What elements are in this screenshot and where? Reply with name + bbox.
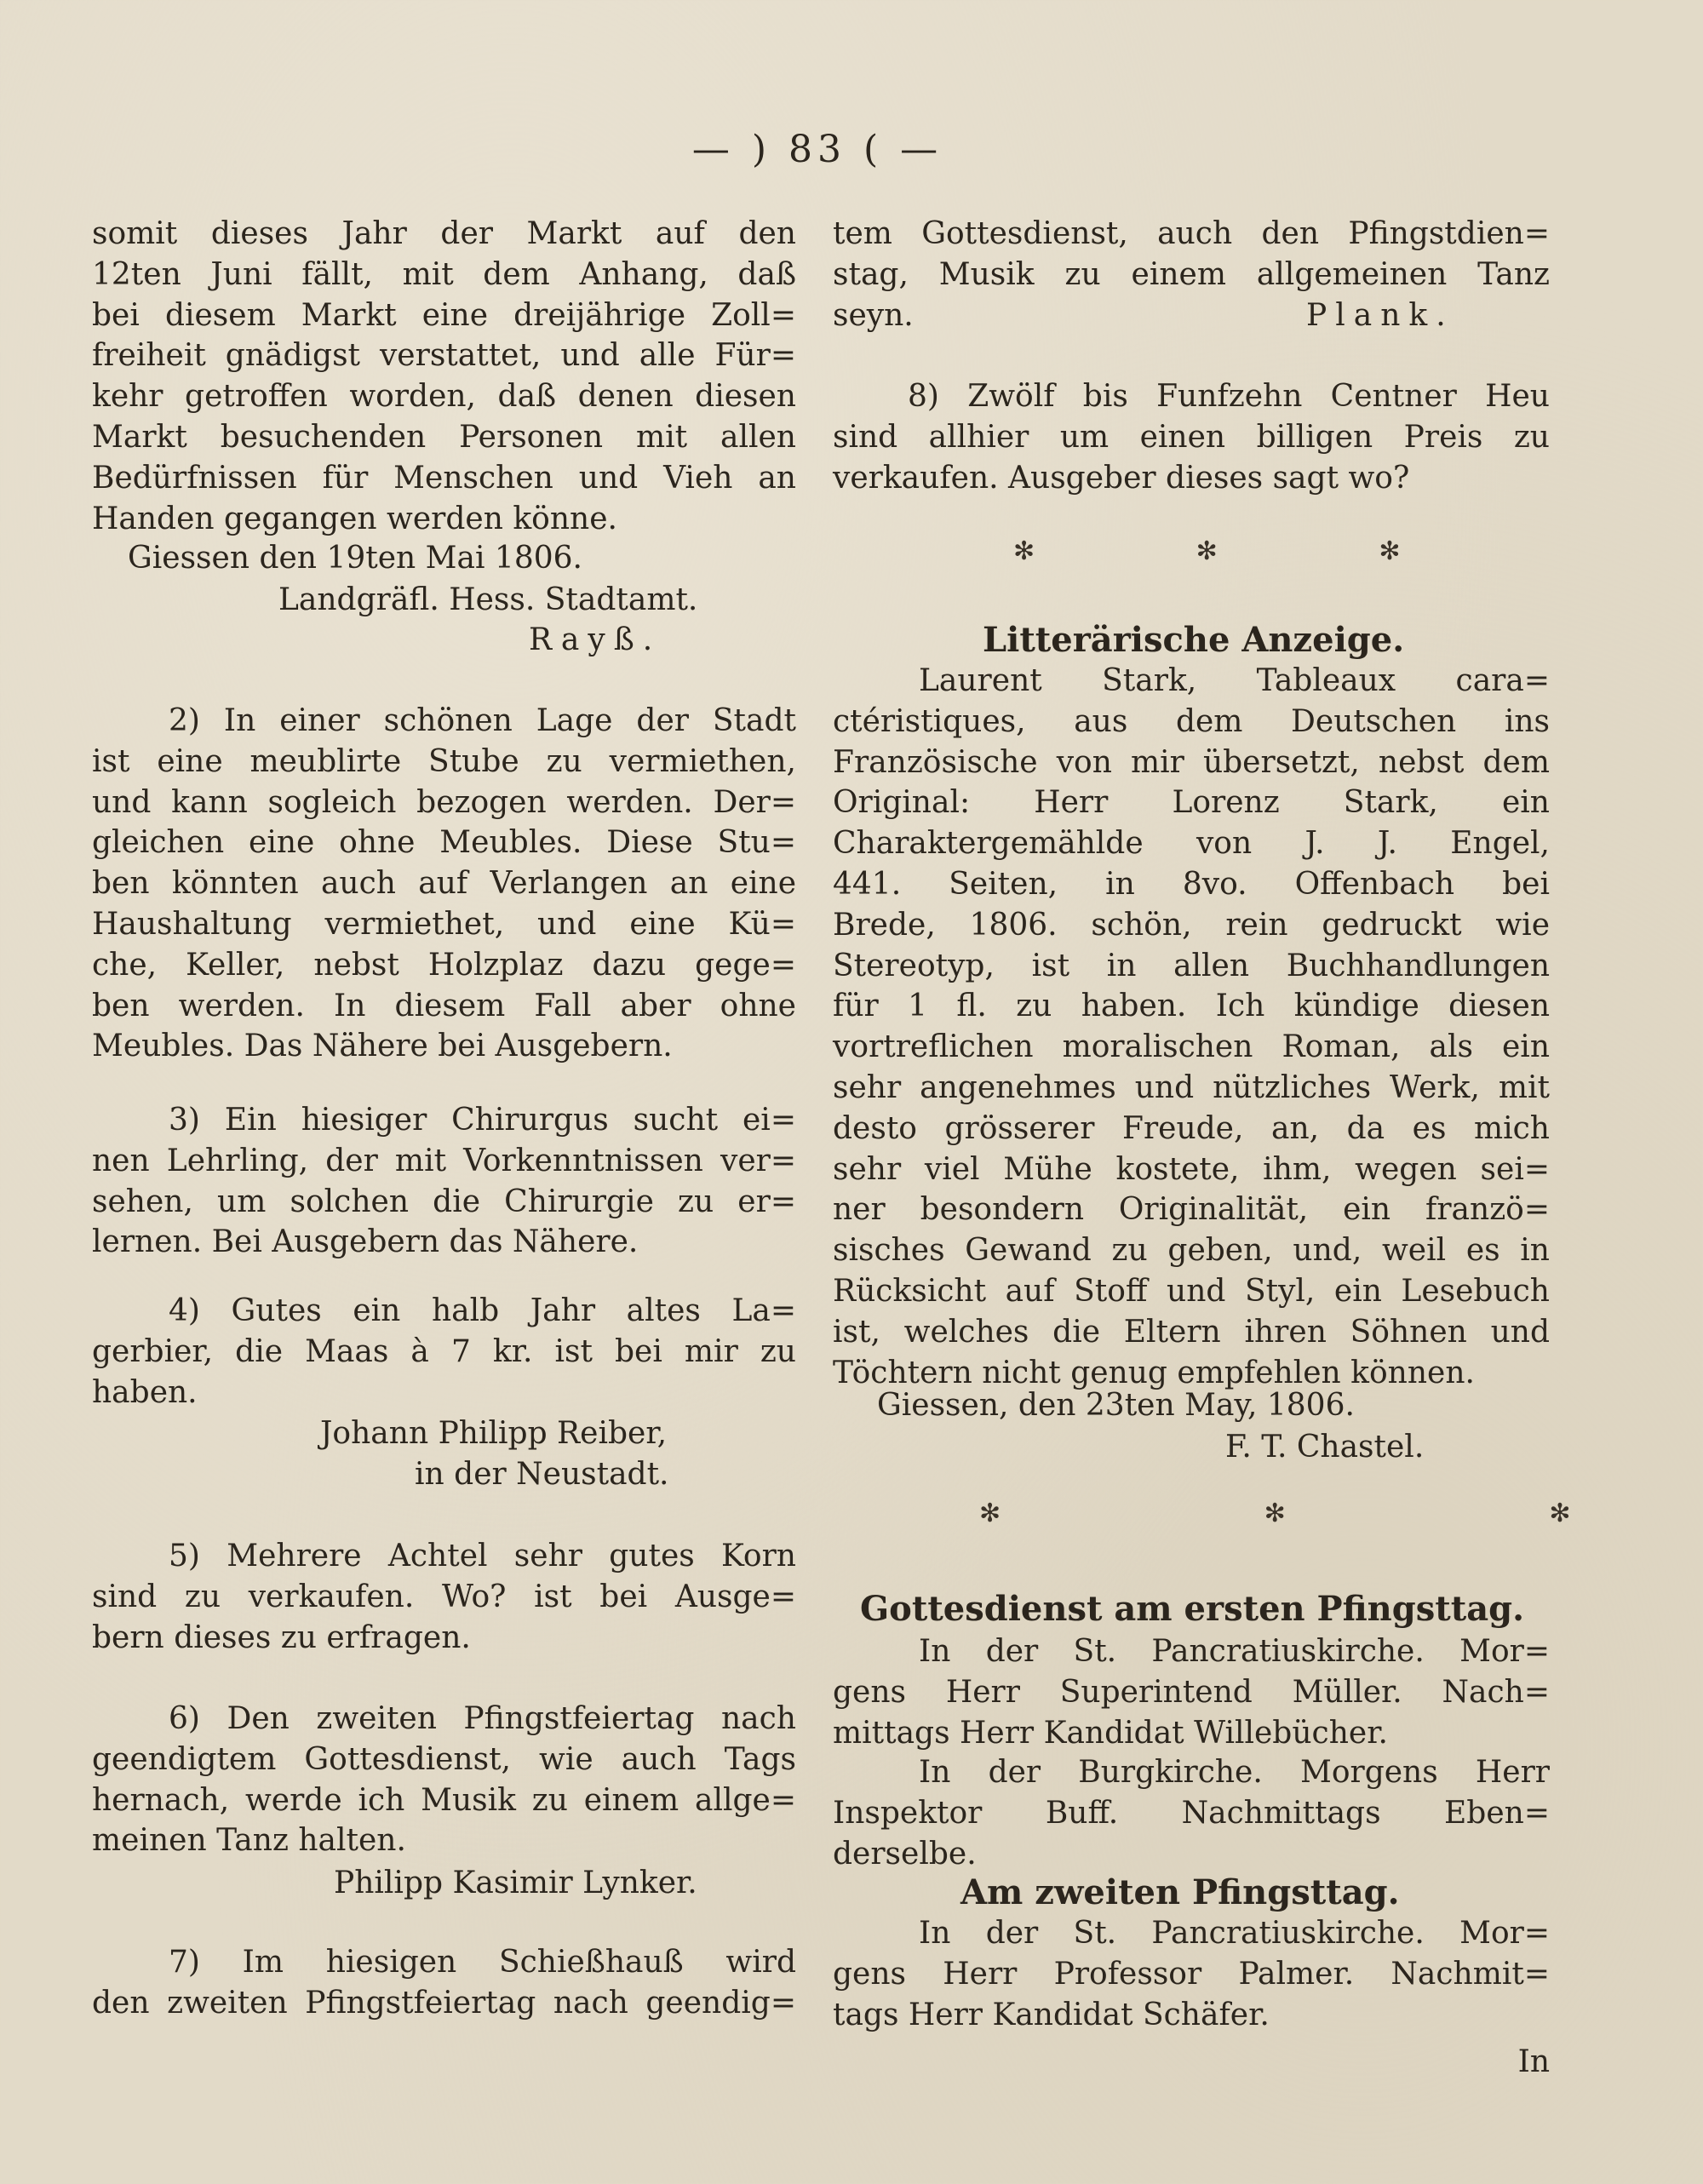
- second-day-title: Am zweiten Pfingsttag.: [960, 1872, 1400, 1912]
- announcement-3: [92, 1100, 796, 1263]
- text-line: In der St. Pancratiuskirche. Mor=: [919, 1634, 1550, 1669]
- text-line: 4) Gutes ein halb Jahr altes La=: [169, 1293, 796, 1328]
- page-number: — ) 83 ( —: [691, 128, 943, 171]
- text-line: somit dieses Jahr der Markt auf den: [92, 216, 796, 251]
- text-line: 12ten Juni fällt, mit dem Anhang, daß: [92, 256, 796, 292]
- text-line: 7) Im hiesigen Schießhauß wird: [169, 1945, 796, 1980]
- text-line: In der Burgkirche. Morgens Herr: [919, 1755, 1550, 1790]
- text-line: gens Herr Professor Palmer. Nachmit=: [833, 1956, 1550, 1992]
- text-line: stag, Musik zu einem allgemeinen Tanz: [833, 256, 1550, 292]
- service-st-pancratius: [833, 1631, 1550, 1753]
- text-line: hernach, werde ich Musik zu einem allge=: [92, 1782, 796, 1818]
- catchword: In: [1517, 2044, 1550, 2079]
- text-line: gens Herr Superintend Müller. Nach=: [833, 1674, 1550, 1710]
- text-line: Original: Herr Lorenz Stark, ein: [833, 785, 1550, 821]
- service-burgkirche: [833, 1752, 1550, 1874]
- announcement-6-signature: Philipp Kasimir Lynker.: [334, 1866, 697, 1900]
- text-line: 2) In einer schönen Lage der Stadt: [169, 703, 796, 738]
- ornament-stars: ✻ ✻ ✻: [1013, 536, 1477, 566]
- service-second-day: [833, 1913, 1550, 2035]
- text-line: In der St. Pancratiuskirche. Mor=: [919, 1916, 1550, 1951]
- text-line: Töchtern nicht genug empfehlen können.: [833, 1355, 1475, 1390]
- text-line: Stereotyp, ist in allen Buchhandlungen: [833, 948, 1550, 983]
- text-line: verkaufen. Ausgeber dieses sagt wo?: [833, 460, 1410, 496]
- text-line: tem Gottesdienst, auch den Pfingstdien=: [833, 216, 1550, 251]
- text-line: den zweiten Pfingstfeiertag nach geendig=: [92, 1985, 796, 2021]
- text-line: tags Herr Kandidat Schäfer.: [833, 1997, 1270, 2032]
- announcement-5: [92, 1536, 796, 1658]
- text-line: für 1 fl. zu haben. Ich kündige diesen: [833, 989, 1550, 1024]
- text-line: che, Keller, nebst Holzplaz dazu gege=: [92, 947, 796, 983]
- text-line: Rücksicht auf Stoff und Styl, ein Lesebuch: [833, 1273, 1550, 1309]
- announcement-7-last-line: seyn.: [833, 298, 914, 333]
- text-line: vortreflichen moralischen Roman, als ein: [833, 1029, 1550, 1065]
- announcement-1-signature: Rayß.: [529, 622, 662, 657]
- text-line: gerbier, die Maas à 7 kr. ist bei mir zu: [92, 1333, 796, 1369]
- text-line: Handen gegangen werden könne.: [92, 501, 617, 536]
- announcement-4: [92, 1291, 796, 1413]
- text-line: mittags Herr Kandidat Willebücher.: [833, 1715, 1388, 1751]
- text-line: sehr angenehmes und nützliches Werk, mit: [833, 1069, 1550, 1105]
- service-title: Gottesdienst am ersten Pfingsttag.: [860, 1589, 1525, 1629]
- text-line: haben.: [92, 1374, 198, 1410]
- text-line: Charaktergemählde von J. J. Engel,: [833, 826, 1550, 862]
- text-line: Markt besuchenden Personen mit allen: [92, 419, 796, 455]
- announcement-7-continued: [833, 214, 1550, 295]
- announcement-1: [92, 214, 796, 539]
- announcement-1-office: Landgräfl. Hess. Stadtamt.: [278, 582, 698, 617]
- text-line: 3) Ein hiesiger Chirurgus sucht ei=: [169, 1103, 796, 1138]
- announcement-4-address: in der Neustadt.: [415, 1457, 669, 1492]
- text-line: ctéristiques, aus dem Deutschen ins: [833, 703, 1550, 739]
- text-line: geendigtem Gottesdienst, wie auch Tags: [92, 1741, 796, 1777]
- text-line: sehr viel Mühe kostete, ihm, wegen sei=: [833, 1151, 1550, 1187]
- literary-notice-signature: F. T. Chastel.: [1225, 1430, 1425, 1465]
- announcement-7-signature: Plank.: [1306, 298, 1454, 333]
- announcement-4-signature: Johann Philipp Reiber,: [320, 1416, 668, 1451]
- text-line: gleichen eine ohne Meubles. Diese Stu=: [92, 825, 796, 861]
- announcement-7: [92, 1942, 796, 2024]
- text-line: 8) Zwölf bis Funfzehn Centner Heu: [908, 379, 1550, 414]
- text-line: ben könnten auch auf Verlangen an eine: [92, 866, 796, 902]
- ornament-stars: ✻ ✻ ✻: [979, 1499, 1699, 1528]
- announcement-7-end: [833, 295, 1550, 336]
- announcement-6: [92, 1699, 796, 1861]
- text-line: Laurent Stark, Tableaux cara=: [919, 663, 1550, 698]
- text-line: Inspektor Buff. Nachmittags Eben=: [833, 1795, 1550, 1831]
- text-line: sehen, um solchen die Chirurgie zu er=: [92, 1184, 796, 1219]
- literary-notice-date: Giessen, den 23ten May, 1806.: [877, 1388, 1355, 1423]
- announcement-8: [833, 376, 1550, 498]
- text-line: freiheit gnädigst verstattet, und alle Für=: [92, 338, 796, 374]
- text-line: Französische von mir übersetzt, nebst dem: [833, 744, 1550, 780]
- text-line: 441. Seiten, in 8vo. Offenbach bei: [833, 866, 1550, 902]
- text-line: bei diesem Markt eine dreijährige Zoll=: [92, 297, 796, 333]
- announcement-1-date: Giessen den 19ten Mai 1806.: [128, 541, 582, 576]
- text-line: Bedürfnissen für Menschen und Vieh an: [92, 460, 796, 496]
- text-line: Haushaltung vermiethet, und eine Kü=: [92, 906, 796, 942]
- text-line: sind zu verkaufen. Wo? ist bei Ausge=: [92, 1579, 796, 1614]
- text-line: bern dieses zu erfragen.: [92, 1619, 471, 1655]
- text-line: nen Lehrling, der mit Vorkenntnissen ver=: [92, 1143, 796, 1178]
- text-line: kehr getroffen worden, daß denen diesen: [92, 379, 796, 415]
- text-line: 6) Den zweiten Pfingstfeiertag nach: [169, 1701, 796, 1736]
- literary-notice: [833, 661, 1550, 1393]
- text-line: lernen. Bei Ausgebern das Nähere.: [92, 1224, 639, 1260]
- text-line: sisches Gewand zu geben, und, weil es in: [833, 1233, 1550, 1269]
- text-line: und kann sogleich bezogen werden. Der=: [92, 784, 796, 820]
- text-line: desto grösserer Freude, an, da es mich: [833, 1110, 1550, 1146]
- text-line: Meubles. Das Nähere bei Ausgebern.: [92, 1029, 673, 1064]
- text-line: ben werden. In diesem Fall aber ohne: [92, 988, 796, 1023]
- text-line: meinen Tanz halten.: [92, 1823, 406, 1859]
- text-line: ist eine meublirte Stube zu vermiethen,: [92, 743, 796, 779]
- text-line: Brede, 1806. schön, rein gedruckt wie: [833, 907, 1550, 943]
- text-line: sind allhier um einen billigen Preis zu: [833, 419, 1550, 455]
- text-line: derselbe.: [833, 1836, 977, 1872]
- text-line: ner besondern Originalität, ein franzö=: [833, 1192, 1550, 1228]
- literary-notice-title: Litterärische Anzeige.: [983, 620, 1405, 660]
- announcement-2: [92, 701, 796, 1067]
- text-line: 5) Mehrere Achtel sehr gutes Korn: [169, 1539, 796, 1574]
- text-line: ist, welches die Eltern ihren Söhnen und: [833, 1314, 1550, 1350]
